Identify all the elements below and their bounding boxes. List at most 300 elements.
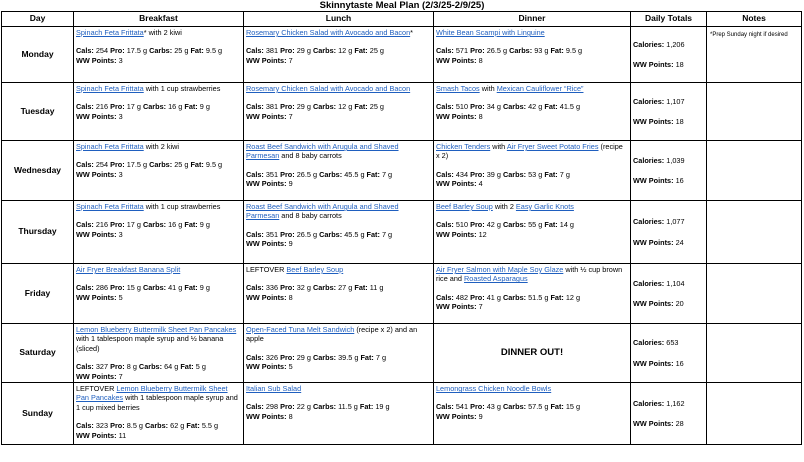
description-text: with <box>490 142 507 151</box>
ww-points-label: WW Points: <box>436 411 477 421</box>
carbs-value: 64 g <box>164 362 179 372</box>
fat-value: 9.5 g <box>205 160 223 170</box>
description-text: with 1 cup strawberries <box>143 84 221 93</box>
calories-total-value: 1,077 <box>666 217 685 227</box>
ww-points-line <box>246 362 431 371</box>
recipe-link[interactable]: Open-Faced Tuna Melt Sandwich <box>246 325 355 334</box>
nutrition-label: Cals: <box>246 352 264 362</box>
nutrition-label: Cals: <box>76 362 94 372</box>
breakfast-description <box>76 325 241 353</box>
day-label: Wednesday <box>2 141 74 201</box>
breakfast-cell <box>74 83 244 141</box>
ww-points-value: 12 <box>478 229 487 239</box>
daily-totals-cell <box>631 83 707 141</box>
carbs-value: 41 g <box>168 283 183 293</box>
nutrition-label: Carbs: <box>509 46 533 56</box>
lunch-description <box>246 84 431 93</box>
ww-points-line <box>76 112 241 121</box>
ww-points-label: WW Points: <box>436 111 477 121</box>
nutrition-line <box>246 230 431 239</box>
nutrition-line <box>76 283 241 292</box>
nutrition-label: Cals: <box>436 169 454 179</box>
carbs-value: 62 g <box>170 421 185 431</box>
recipe-link[interactable]: Smash Tacos <box>436 84 480 93</box>
lunch-description <box>246 325 431 344</box>
breakfast-cell <box>74 201 244 264</box>
ww-points-label: WW Points: <box>633 117 674 126</box>
recipe-link[interactable]: Roasted Asparagus <box>464 274 528 284</box>
nutrition-label: Pro: <box>110 283 125 293</box>
ww-points-line <box>436 230 628 239</box>
carbs-value: 12 g <box>338 102 353 112</box>
nutrition-label: Fat: <box>184 220 198 230</box>
calories-total <box>633 279 704 288</box>
ww-points-value: 5 <box>288 362 293 372</box>
pro-value: 15 g <box>126 283 141 293</box>
nutrition-label: Carbs: <box>142 102 167 112</box>
nutrition-label: Fat: <box>360 352 374 362</box>
recipe-link[interactable]: Air Fryer Breakfast Banana Split <box>76 265 181 274</box>
daily-totals-cell <box>631 201 707 264</box>
ww-points-label: WW Points: <box>76 371 117 381</box>
recipe-link[interactable]: Easy Garlic Knots <box>515 202 574 211</box>
ww-points-line <box>76 293 241 302</box>
cals-value: 541 <box>455 402 469 412</box>
calories-label: Calories: <box>633 39 665 49</box>
nutrition-label: Carbs: <box>145 421 169 431</box>
calories-total <box>633 97 704 106</box>
ww-points-line <box>246 179 431 188</box>
nutrition-label: Pro: <box>470 46 485 56</box>
nutrition-label: Fat: <box>544 102 558 112</box>
pro-value: 17 g <box>126 220 141 230</box>
recipe-link[interactable]: Beef Barley Soup <box>436 202 493 211</box>
table-row <box>2 383 802 445</box>
lunch-description <box>246 265 431 274</box>
cals-value: 482 <box>455 292 469 302</box>
breakfast-description <box>76 84 241 93</box>
cals-value: 571 <box>455 46 469 56</box>
nutrition-label: Fat: <box>180 362 194 372</box>
carbs-value: 45.5 g <box>344 229 365 239</box>
nutrition-label: Fat: <box>354 283 368 293</box>
recipe-link[interactable]: Air Fryer Salmon with Maple Soy Glaze <box>436 265 564 274</box>
table-row <box>2 27 802 83</box>
description-text: with 1 tablespoon maple syrup and ½ banana (sliced) <box>76 334 224 353</box>
description-text: with 1 tablespoon maple syrup and 1 cup mixed berries <box>76 393 238 412</box>
breakfast-cell <box>74 264 244 324</box>
ww-points-line <box>246 293 431 302</box>
cals-value: 381 <box>265 46 279 56</box>
description-text: with 2 kiwi <box>143 142 180 151</box>
dinner-description <box>436 28 628 37</box>
dinner-cell <box>434 383 631 445</box>
nutrition-label: Carbs: <box>142 283 167 293</box>
ww-points-label: WW Points: <box>246 111 287 121</box>
calories-total-value: 1,162 <box>666 398 685 408</box>
dinner-cell <box>434 201 631 264</box>
nutrition-label: Carbs: <box>502 292 527 302</box>
breakfast-description <box>76 265 241 274</box>
ww-points-total <box>633 238 704 247</box>
lunch-description <box>246 28 431 37</box>
ww-points-line <box>246 56 431 65</box>
dinner-description <box>436 384 628 393</box>
cals-value: 510 <box>455 102 469 112</box>
cals-value: 336 <box>265 283 279 293</box>
lunch-cell <box>244 141 434 201</box>
description-text: and 8 baby carrots <box>279 151 342 161</box>
nutrition-label: Fat: <box>550 292 564 302</box>
nutrition-label: Fat: <box>190 160 204 170</box>
ww-points-line <box>246 239 431 248</box>
pro-value: 26.5 g <box>486 46 508 56</box>
nutrition-label: Pro: <box>470 102 485 112</box>
nutrition-label: Pro: <box>280 283 295 293</box>
nutrition-label: Cals: <box>436 102 454 112</box>
breakfast-cell <box>74 141 244 201</box>
dinner-description <box>436 84 628 93</box>
ww-points-label: WW Points: <box>246 239 287 249</box>
ww-points-total-value: 18 <box>675 60 684 69</box>
ww-points-value: 8 <box>288 292 293 302</box>
nutrition-label: Carbs: <box>502 220 527 230</box>
recipe-link[interactable]: Spinach Feta Frittata <box>76 84 144 93</box>
header-lunch: Lunch <box>244 12 434 27</box>
ww-points-label: WW Points: <box>633 299 674 308</box>
table-row <box>2 141 802 201</box>
nutrition-line <box>246 402 431 411</box>
lunch-description <box>246 142 431 161</box>
dinner-cell <box>434 141 631 201</box>
nutrition-label: Cals: <box>246 169 264 179</box>
ww-points-line <box>76 230 241 239</box>
day-label: Saturday <box>2 324 74 383</box>
day-label: Friday <box>2 264 74 324</box>
recipe-link[interactable]: Spinach Feta Frittata <box>76 202 144 211</box>
breakfast-description <box>76 28 241 37</box>
nutrition-label: Cals: <box>76 102 94 112</box>
ww-points-value: 3 <box>118 111 123 121</box>
carbs-value: 39.5 g <box>338 352 359 362</box>
dinner-description <box>436 202 628 211</box>
recipe-link[interactable]: Lemongrass Chicken Noodle Bowls <box>436 384 552 394</box>
recipe-link[interactable]: Beef Barley Soup <box>286 265 344 274</box>
ww-points-label: WW Points: <box>246 362 287 372</box>
nutrition-label: Pro: <box>110 421 125 431</box>
nutrition-label: Carbs: <box>312 402 337 412</box>
nutrition-label: Carbs: <box>312 352 337 362</box>
fat-value: 9 g <box>199 102 210 112</box>
ww-points-value: 8 <box>478 111 483 121</box>
nutrition-label: Pro: <box>110 160 125 170</box>
dinner-cell <box>434 264 631 324</box>
calories-total <box>633 217 704 226</box>
recipe-link[interactable]: Chicken Tenders <box>436 142 491 151</box>
fat-value: 9.5 g <box>565 46 583 56</box>
description-text: * <box>410 28 413 37</box>
nutrition-label: Fat: <box>550 46 564 56</box>
notes-cell <box>707 324 802 383</box>
nutrition-line <box>436 220 628 229</box>
ww-points-total <box>633 359 704 368</box>
nutrition-line <box>436 402 628 411</box>
ww-points-value: 9 <box>478 411 483 421</box>
cals-value: 327 <box>95 362 109 372</box>
description-text: with 1 cup strawberries <box>143 202 221 211</box>
ww-points-label: WW Points: <box>633 237 674 247</box>
breakfast-description <box>76 202 241 211</box>
nutrition-label: Cals: <box>76 160 94 170</box>
nutrition-line <box>76 421 241 430</box>
ww-points-label: WW Points: <box>76 229 117 239</box>
notes-cell: *Prep Sunday night if desired <box>707 27 802 83</box>
ww-points-value: 3 <box>118 55 123 65</box>
pro-value: 8.5 g <box>126 421 143 431</box>
cals-value: 351 <box>265 169 279 179</box>
description-text: (recipe x 2) <box>436 142 623 161</box>
pro-value: 29 g <box>296 352 311 362</box>
ww-points-label: WW Points: <box>633 176 674 185</box>
calories-total <box>633 40 704 49</box>
breakfast-cell <box>74 383 244 445</box>
cals-value: 510 <box>455 220 469 230</box>
table-row <box>2 324 802 383</box>
fat-value: 12 g <box>565 292 581 302</box>
lunch-cell <box>244 27 434 83</box>
ww-points-value: 4 <box>478 179 483 189</box>
breakfast-description <box>76 142 241 151</box>
ww-points-line <box>246 112 431 121</box>
nutrition-label: Cals: <box>436 220 454 230</box>
pro-value: 34 g <box>486 102 501 112</box>
calories-total <box>633 156 704 165</box>
ww-points-label: WW Points: <box>76 55 117 65</box>
ww-points-total <box>633 117 704 126</box>
calories-total <box>633 338 704 347</box>
nutrition-label: Carbs: <box>149 160 173 170</box>
header-notes: Notes <box>707 12 802 27</box>
breakfast-cell <box>74 324 244 383</box>
pro-value: 17.5 g <box>126 160 148 170</box>
table-row <box>2 83 802 141</box>
header-daily-totals: Daily Totals <box>631 12 707 27</box>
nutrition-label: Cals: <box>436 402 454 412</box>
nutrition-label: Cals: <box>246 402 264 412</box>
cals-value: 298 <box>265 402 279 412</box>
ww-points-label: WW Points: <box>246 55 287 65</box>
nutrition-line <box>76 46 241 55</box>
ww-points-total-value: 28 <box>675 419 684 429</box>
nutrition-label: Pro: <box>470 220 485 230</box>
header-breakfast: Breakfast <box>74 12 244 27</box>
description-text: with <box>479 84 497 93</box>
nutrition-label: Fat: <box>184 283 198 293</box>
nutrition-label: Pro: <box>280 402 295 412</box>
ww-points-total <box>633 60 704 69</box>
fat-value: 11 g <box>369 283 384 293</box>
ww-points-value: 11 <box>118 430 127 440</box>
ww-points-line <box>436 56 628 65</box>
nutrition-label: Fat: <box>544 169 558 179</box>
recipe-link[interactable]: Lemon Blueberry Buttermilk Sheet Pan Pancakes <box>76 325 237 334</box>
recipe-link[interactable]: Roast Beef Sandwich with Arugula and Shaved Parmesan <box>246 202 399 221</box>
nutrition-line <box>246 170 431 179</box>
nutrition-label: Pro: <box>470 169 485 179</box>
nutrition-label: Pro: <box>280 229 295 239</box>
nutrition-label: Fat: <box>190 46 204 56</box>
leftover-label: LEFTOVER <box>246 265 287 274</box>
ww-points-value: 3 <box>118 169 123 179</box>
nutrition-label: Pro: <box>470 292 485 302</box>
breakfast-cell <box>74 27 244 83</box>
fat-value: 25 g <box>369 46 384 56</box>
ww-points-label: WW Points: <box>76 111 117 121</box>
recipe-link[interactable]: Italian Sub Salad <box>246 384 302 394</box>
ww-points-value: 3 <box>118 229 123 239</box>
notes-cell <box>707 201 802 264</box>
ww-points-label: WW Points: <box>246 179 287 189</box>
nutrition-label: Carbs: <box>312 102 337 112</box>
pro-value: 29 g <box>296 46 311 56</box>
recipe-link[interactable]: Spinach Feta Frittata <box>76 28 144 37</box>
dinner-description <box>436 265 628 284</box>
nutrition-label: Fat: <box>354 46 368 56</box>
ww-points-line <box>76 431 241 440</box>
pro-value: 32 g <box>296 283 311 293</box>
nutrition-label: Carbs: <box>142 220 167 230</box>
ww-points-value: 5 <box>118 292 123 302</box>
calories-label: Calories: <box>633 155 665 165</box>
carbs-value: 57.5 g <box>528 402 549 412</box>
ww-points-line <box>436 302 628 311</box>
carbs-value: 42 g <box>528 102 543 112</box>
ww-points-line <box>436 179 628 188</box>
lunch-description <box>246 384 431 393</box>
carbs-value: 51.5 g <box>528 292 549 302</box>
cals-value: 326 <box>265 352 279 362</box>
nutrition-line <box>246 283 431 292</box>
daily-totals-cell <box>631 264 707 324</box>
nutrition-label: Cals: <box>436 46 454 56</box>
ww-points-total-value: 16 <box>675 176 684 185</box>
ww-points-label: WW Points: <box>76 292 117 302</box>
carbs-value: 27 g <box>338 283 353 293</box>
cals-value: 254 <box>95 46 109 56</box>
nutrition-label: Cals: <box>246 46 264 56</box>
ww-points-total-value: 20 <box>675 299 684 308</box>
fat-value: 41.5 g <box>559 102 581 112</box>
ww-points-label: WW Points: <box>76 169 117 179</box>
ww-points-label: WW Points: <box>76 430 117 440</box>
carbs-value: 25 g <box>174 46 189 56</box>
pro-value: 26.5 g <box>296 169 318 179</box>
nutrition-label: Carbs: <box>502 402 527 412</box>
ww-points-value: 8 <box>288 411 293 421</box>
fat-value: 9 g <box>199 220 210 230</box>
nutrition-label: Fat: <box>366 169 380 179</box>
daily-totals-cell <box>631 141 707 201</box>
ww-points-total-value: 24 <box>675 237 684 247</box>
lunch-cell <box>244 201 434 264</box>
ww-points-label: WW Points: <box>436 179 477 189</box>
fat-value: 9 g <box>199 283 210 293</box>
calories-total-value: 653 <box>666 338 679 348</box>
nutrition-label: Cals: <box>246 283 264 293</box>
ww-points-line <box>436 112 628 121</box>
calories-total <box>633 399 704 408</box>
daily-totals-cell <box>631 27 707 83</box>
nutrition-label: Fat: <box>366 229 380 239</box>
recipe-link[interactable]: Spinach Feta Frittata <box>76 142 144 151</box>
nutrition-label: Pro: <box>280 102 295 112</box>
lunch-cell <box>244 383 434 445</box>
cals-value: 351 <box>265 229 279 239</box>
ww-points-total-value: 18 <box>675 117 684 126</box>
fat-value: 14 g <box>559 220 574 230</box>
ww-points-value: 7 <box>288 55 293 65</box>
lunch-cell <box>244 264 434 324</box>
ww-points-total <box>633 419 704 428</box>
fat-value: 25 g <box>369 102 384 112</box>
nutrition-label: Pro: <box>280 352 295 362</box>
pro-value: 41 g <box>486 292 501 302</box>
pro-value: 17 g <box>126 102 141 112</box>
recipe-link[interactable]: Lemon Blueberry Buttermilk Sheet Pan Pancakes <box>76 384 228 403</box>
recipe-link[interactable]: White Bean Scampi with Linguine <box>436 28 545 37</box>
nutrition-label: Fat: <box>184 102 198 112</box>
description-text: with ½ cup brown rice and <box>436 265 623 284</box>
table-row <box>2 201 802 264</box>
pro-value: 39 g <box>486 169 501 179</box>
ww-points-label: WW Points: <box>436 55 477 65</box>
ww-points-line <box>76 56 241 65</box>
nutrition-label: Cals: <box>436 292 454 302</box>
nutrition-label: Pro: <box>110 46 125 56</box>
recipe-link[interactable]: Rosemary Chicken Salad with Avocado and Bacon <box>246 84 411 93</box>
ww-points-line <box>76 372 241 381</box>
recipe-link[interactable]: Mexican Cauliflower “Rice” <box>496 84 584 93</box>
recipe-link[interactable]: Air Fryer Sweet Potato Fries <box>506 142 599 151</box>
nutrition-label: Carbs: <box>312 46 337 56</box>
cals-value: 216 <box>95 102 109 112</box>
fat-value: 15 g <box>565 402 581 412</box>
description-text: (recipe x 2) and an apple <box>246 325 418 344</box>
nutrition-label: Pro: <box>110 362 125 372</box>
nutrition-line <box>246 46 431 55</box>
carbs-value: 12 g <box>338 46 353 56</box>
ww-points-label: WW Points: <box>633 358 674 368</box>
ww-points-label: WW Points: <box>246 411 287 421</box>
notes-cell <box>707 141 802 201</box>
nutrition-label: Pro: <box>280 169 295 179</box>
pro-value: 43 g <box>486 402 501 412</box>
cals-value: 323 <box>95 421 109 431</box>
recipe-link[interactable]: Rosemary Chicken Salad with Avocado and Bacon <box>246 28 411 37</box>
nutrition-label: Cals: <box>76 283 94 293</box>
lunch-description <box>246 202 431 221</box>
carbs-value: 53 g <box>528 169 543 179</box>
dinner-cell <box>434 83 631 141</box>
nutrition-line <box>76 220 241 229</box>
recipe-link[interactable]: Roast Beef Sandwich with Arugula and Shaved Parmesan <box>246 142 399 161</box>
fat-value: 7 g <box>381 169 393 179</box>
day-label: Thursday <box>2 201 74 264</box>
nutrition-line <box>436 46 628 55</box>
nutrition-label: Carbs: <box>502 102 527 112</box>
ww-points-value: 9 <box>288 239 293 249</box>
nutrition-line <box>76 362 241 371</box>
